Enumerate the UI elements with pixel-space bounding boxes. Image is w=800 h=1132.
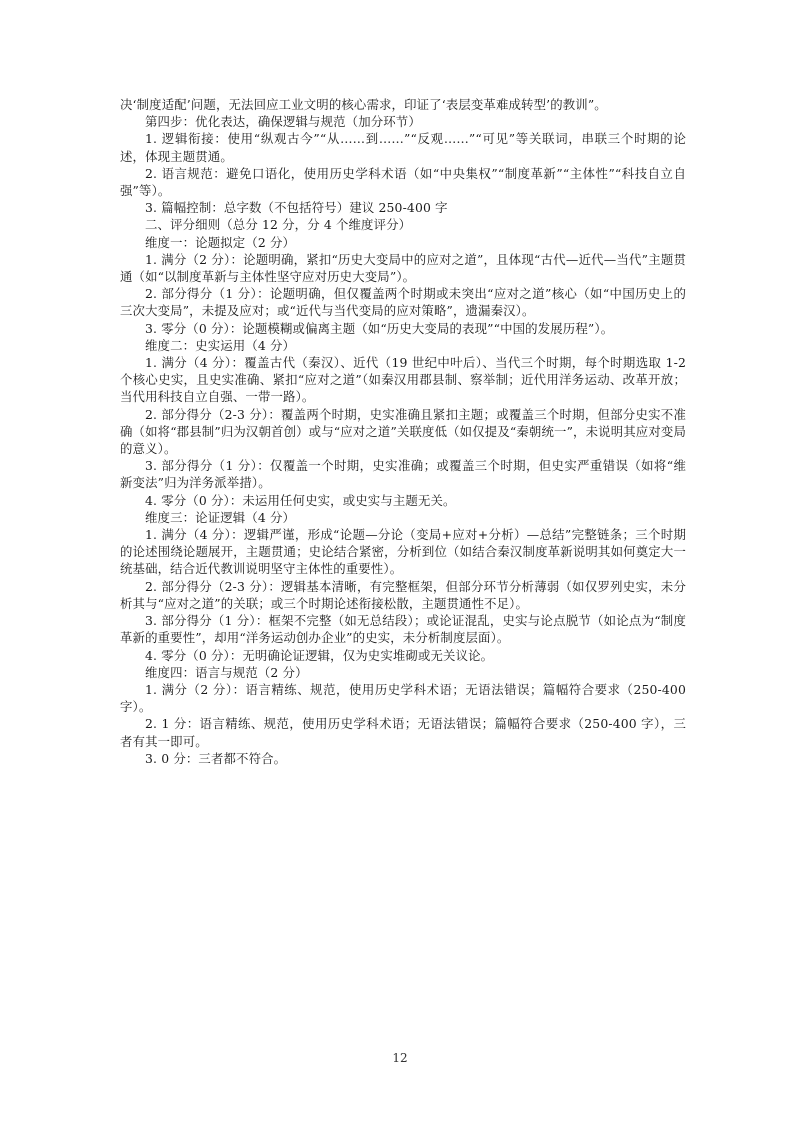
- paragraph: 1. 满分（2 分）：语言精练、规范，使用历史学科术语；无语法错误；篇幅符合要求（250-400 字）。: [120, 681, 686, 715]
- paragraph: 1. 逻辑衔接：使用“纵观古今”“从……到……”“反观……”“可见”等关联词，串联三个时期的论述，体现主题贯通。: [120, 131, 686, 164]
- paragraph: 2. 部分得分（2-3 分）：逻辑基本清晰，有完整框架，但部分环节分析薄弱（如仅罗列史实，未分析其与“应对之道”的关联；或三个时期论述衔接松散，主题贯通性不足）。: [120, 578, 686, 611]
- paragraph: 3. 部分得分（1 分）：框架不完整（如无总结段）；或论证混乱，史实与论点脱节（如论点为“制度革新的重要性”，却用“洋务运动创办企业”的史实，未分析制度层面）。: [120, 613, 686, 646]
- paragraph: 1. 满分（4 分）：覆盖古代（秦汉）、近代（19 世纪中叶后）、当代三个时期，每个时期选取 1-2 个核心史实，且史实准确、紧扣“应对之道”（如秦汉用郡县制、察举制；近代用洋务运动、改革开放；当代用科技自立自强、一带一路）。: [120, 355, 686, 405]
- paragraph: 2. 部分得分（1 分）：论题明确，但仅覆盖两个时期或未突出“应对之道”核心（如“中国历史上的三次大变局”，未提及应对；或“近代与当代变局的应对策略”，遗漏秦汉）。: [120, 286, 686, 319]
- dimension-heading: 维度一：论题拟定（2 分）: [145, 234, 296, 250]
- paragraph: 1. 满分（2 分）：论题明确，紧扣“历史大变局中的应对之道”，且体现“古代—近代—当代”主题贯通（如“以制度革新与主体性坚守应对历史大变局”）。: [120, 251, 686, 285]
- page-body: [120, 96, 686, 767]
- dimension-heading: 维度二：史实运用（4 分）: [145, 337, 296, 353]
- paragraph: 3. 篇幅控制：总字数（不包括符号）建议 250-400 字: [145, 200, 448, 216]
- paragraph: 2. 语言规范：避免口语化，使用历史学科术语（如“中央集权”“制度革新”“主体性”“科技自立自强”等）。: [120, 165, 686, 199]
- paragraph: 2. 部分得分（2-3 分）：覆盖两个时期，史实准确且紧扣主题；或覆盖三个时期，但部分史实不准确（如将“郡县制”归为汉朝首创）或与“应对之道”关联度低（如仅提及“秦朝统一”，未说明其应对变局的意义）。: [120, 406, 686, 457]
- dimension-heading: 维度四：语言与规范（2 分）: [145, 664, 308, 680]
- paragraph: 4. 零分（0 分）：未运用任何史实，或史实与主题无关。: [145, 492, 456, 508]
- paragraph: 1. 满分（4 分）：逻辑严谨，形成“论题—分论（变局+应对+分析）—总结”完整链条；三个时期的论述围绕论题展开，主题贯通；史论结合紧密，分析到位（如结合秦汉制度革新说明其如何奠定大一统基础，结合近代教训说明坚守主体性的重要性）。: [120, 527, 686, 577]
- section-heading: 二、评分细则（总分 12 分，分 4 个维度评分）: [145, 217, 412, 233]
- paragraph: 3. 0 分：三者都不符合。: [145, 750, 287, 766]
- paragraph: 3. 部分得分（1 分）：仅覆盖一个时期，史实准确；或覆盖三个时期，但史实严重错误（如将“维新变法”归为洋务派举措）。: [120, 458, 686, 491]
- paragraph: 4. 零分（0 分）：无明确论证逻辑，仅为史实堆砌或无关议论。: [145, 647, 494, 663]
- dimension-heading: 维度三：论证逻辑（4 分）: [145, 509, 296, 525]
- paragraph: 决‘制度适配’问题，无法回应工业文明的核心需求，印证了‘表层变革难成转型’的教训”。: [120, 97, 607, 112]
- page-number: 12: [392, 1051, 408, 1065]
- paragraph: 3. 零分（0 分）：论题模糊或偏离主题（如“历史大变局的表现”“中国的发展历程”）。: [145, 320, 614, 336]
- section-heading: 第四步：优化表达，确保逻辑与规范（加分环节）: [145, 114, 421, 130]
- paragraph: 2. 1 分：语言精练、规范，使用历史学科术语；无语法错误；篇幅符合要求（250-400 字），三者有其一即可。: [120, 716, 686, 749]
